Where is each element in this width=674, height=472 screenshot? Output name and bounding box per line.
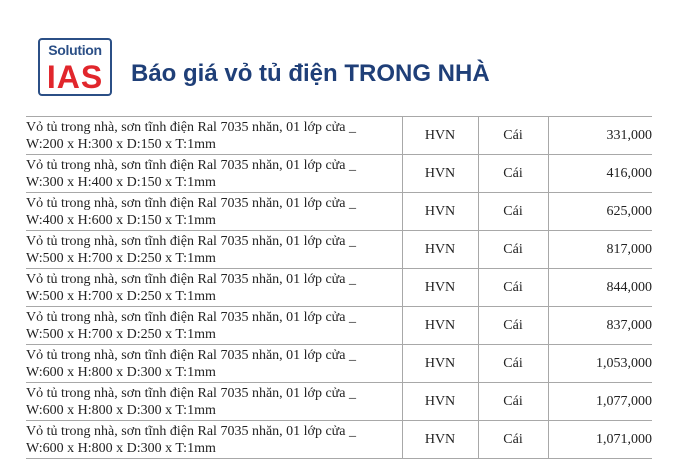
- description-cell: [26, 193, 402, 231]
- brand-cell: HVN: [402, 421, 478, 459]
- unit-cell: Cái: [478, 155, 548, 193]
- description-cell: [26, 383, 402, 421]
- description-dimensions: W:500 x H:700 x D:250 x T:1mm: [26, 326, 216, 342]
- logo-bottom-text: IAS: [46, 59, 104, 95]
- page-header: [0, 0, 674, 116]
- description-line1: Vỏ tủ trong nhà, sơn tĩnh điện Ral 7035 nhăn, 01 lớp cửa _: [26, 157, 356, 173]
- price-cell: 844,000: [548, 269, 652, 307]
- description-line1: Vỏ tủ trong nhà, sơn tĩnh điện Ral 7035 nhăn, 01 lớp cửa _: [26, 385, 356, 401]
- table-row: [26, 307, 652, 345]
- table-row: [26, 231, 652, 269]
- table-row: [26, 421, 652, 459]
- page-title: Báo giá vỏ tủ điện TRONG NHÀ: [131, 60, 490, 87]
- table-row: [26, 269, 652, 307]
- description-dimensions: W:600 x H:800 x D:300 x T:1mm: [26, 402, 216, 418]
- unit-cell: Cái: [478, 193, 548, 231]
- price-cell: 416,000: [548, 155, 652, 193]
- description-line1: Vỏ tủ trong nhà, sơn tĩnh điện Ral 7035 nhăn, 01 lớp cửa _: [26, 195, 356, 211]
- brand-cell: HVN: [402, 269, 478, 307]
- price-cell: 817,000: [548, 231, 652, 269]
- brand-cell: HVN: [402, 155, 478, 193]
- logo-top-text: Solution: [48, 42, 102, 58]
- description-dimensions: W:500 x H:700 x D:250 x T:1mm: [26, 250, 216, 266]
- price-cell: 331,000: [548, 117, 652, 155]
- description-dimensions: W:200 x H:300 x D:150 x T:1mm: [26, 136, 216, 152]
- price-cell: 1,071,000: [548, 421, 652, 459]
- brand-cell: HVN: [402, 383, 478, 421]
- description-line1: Vỏ tủ trong nhà, sơn tĩnh điện Ral 7035 nhăn, 01 lớp cửa _: [26, 271, 356, 287]
- brand-cell: HVN: [402, 193, 478, 231]
- unit-cell: Cái: [478, 307, 548, 345]
- table-row: [26, 117, 652, 155]
- brand-cell: HVN: [402, 117, 478, 155]
- description-cell: [26, 269, 402, 307]
- description-line1: Vỏ tủ trong nhà, sơn tĩnh điện Ral 7035 nhăn, 01 lớp cửa _: [26, 119, 356, 135]
- description-cell: [26, 345, 402, 383]
- description-cell: [26, 117, 402, 155]
- unit-cell: Cái: [478, 117, 548, 155]
- unit-cell: Cái: [478, 421, 548, 459]
- description-dimensions: W:400 x H:600 x D:150 x T:1mm: [26, 212, 216, 228]
- solution-ias-logo: [38, 38, 112, 96]
- description-line1: Vỏ tủ trong nhà, sơn tĩnh điện Ral 7035 nhăn, 01 lớp cửa _: [26, 309, 356, 325]
- description-line1: Vỏ tủ trong nhà, sơn tĩnh điện Ral 7035 nhăn, 01 lớp cửa _: [26, 347, 356, 363]
- brand-cell: HVN: [402, 231, 478, 269]
- description-dimensions: W:600 x H:800 x D:300 x T:1mm: [26, 364, 216, 380]
- table-row: [26, 383, 652, 421]
- table-row: [26, 345, 652, 383]
- table-row: [26, 155, 652, 193]
- brand-cell: HVN: [402, 307, 478, 345]
- price-cell: 625,000: [548, 193, 652, 231]
- unit-cell: Cái: [478, 383, 548, 421]
- description-dimensions: W:600 x H:800 x D:300 x T:1mm: [26, 440, 216, 456]
- price-table: [26, 116, 652, 459]
- description-cell: [26, 307, 402, 345]
- description-cell: [26, 421, 402, 459]
- description-dimensions: W:300 x H:400 x D:150 x T:1mm: [26, 174, 216, 190]
- price-cell: 1,077,000: [548, 383, 652, 421]
- table-row: [26, 193, 652, 231]
- description-line1: Vỏ tủ trong nhà, sơn tĩnh điện Ral 7035 nhăn, 01 lớp cửa _: [26, 423, 356, 439]
- description-dimensions: W:500 x H:700 x D:250 x T:1mm: [26, 288, 216, 304]
- price-cell: 837,000: [548, 307, 652, 345]
- unit-cell: Cái: [478, 345, 548, 383]
- description-cell: [26, 155, 402, 193]
- price-cell: 1,053,000: [548, 345, 652, 383]
- description-line1: Vỏ tủ trong nhà, sơn tĩnh điện Ral 7035 nhăn, 01 lớp cửa _: [26, 233, 356, 249]
- unit-cell: Cái: [478, 269, 548, 307]
- brand-cell: HVN: [402, 345, 478, 383]
- description-cell: [26, 231, 402, 269]
- unit-cell: Cái: [478, 231, 548, 269]
